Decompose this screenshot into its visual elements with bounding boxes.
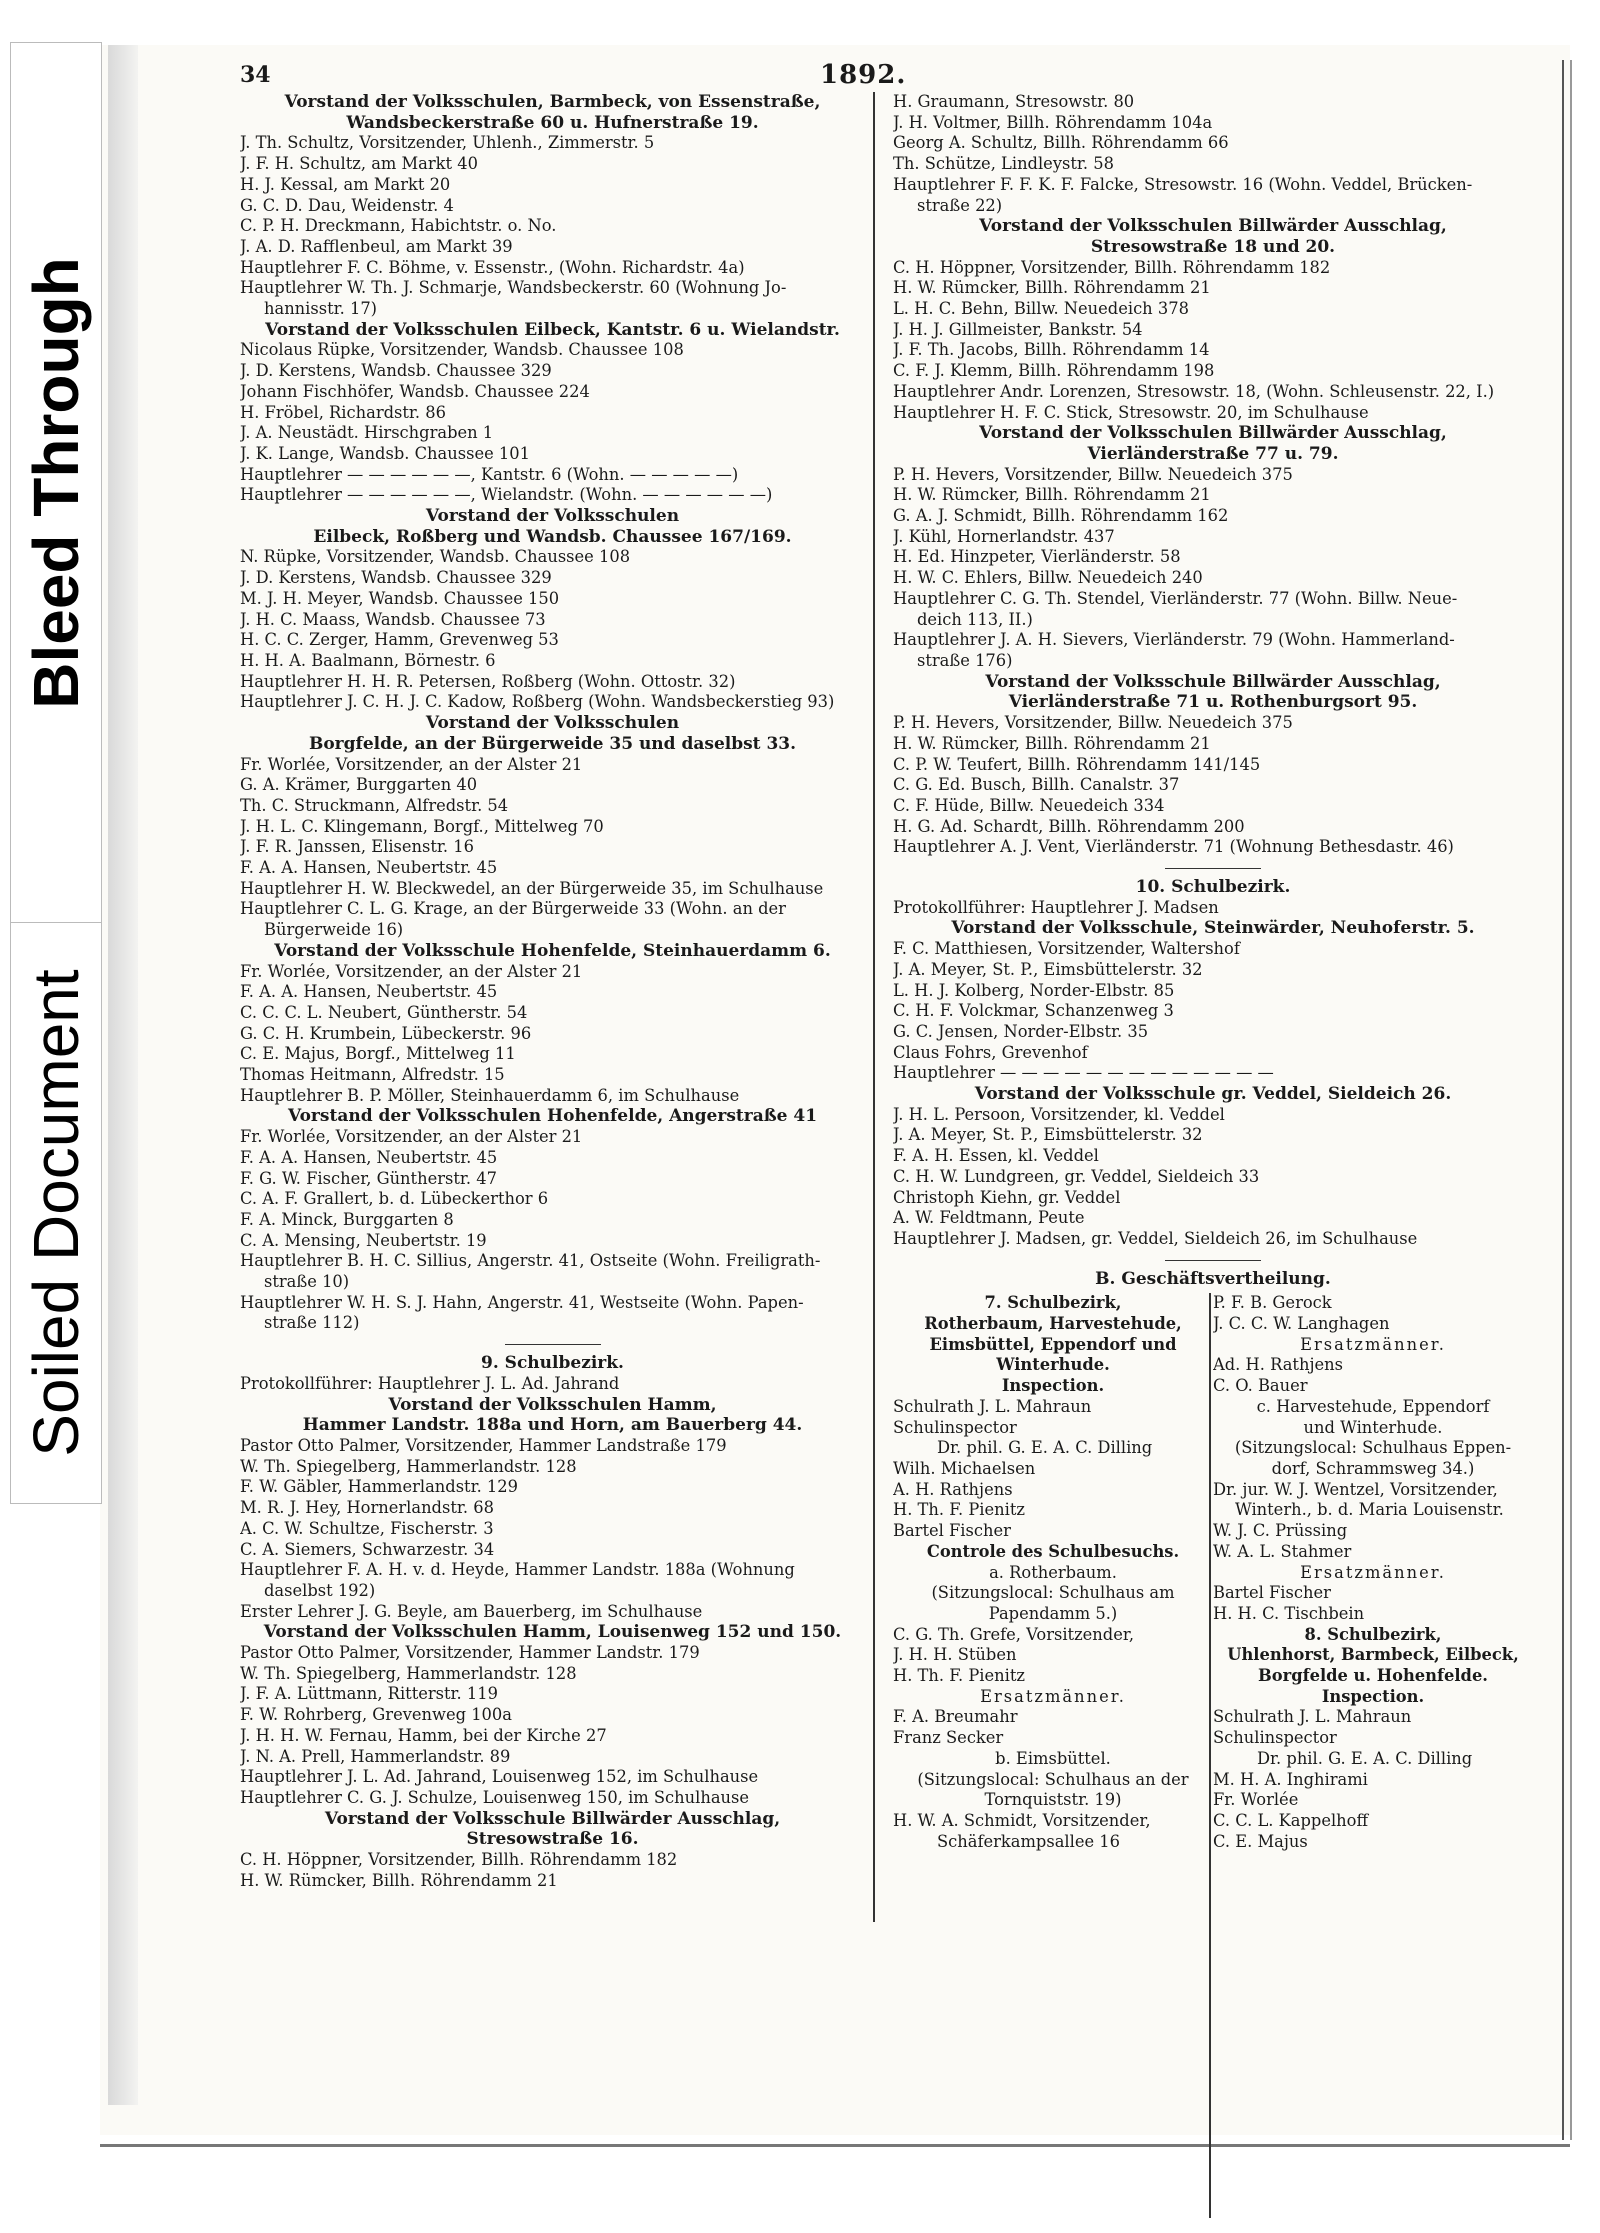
entry-line: W. Th. Spiegelberg, Hammerlandstr. 128: [240, 1663, 577, 1683]
entry-line: Schulrath J. L. Mahraun: [893, 1396, 1092, 1416]
entry-line: Johann Fischhöfer, Wandsb. Chaussee 224: [240, 381, 590, 401]
entry-line: C. O. Bauer: [1213, 1376, 1308, 1396]
section-heading: Borgfelde u. Hohenfelde.: [1258, 1666, 1488, 1686]
entry-line: Schulinspector: [893, 1417, 1017, 1437]
entry-line: J. H. C. Maass, Wandsb. Chaussee 73: [240, 609, 546, 629]
bleed-through-label: [10, 42, 102, 924]
page-year: 1892.: [820, 60, 907, 90]
entry-line: J. F. R. Janssen, Elisenstr. 16: [240, 837, 474, 857]
entry-line: G. A. Krämer, Burggarten 40: [240, 775, 478, 795]
sub-column-divider: [1209, 1293, 1211, 2218]
entry-line: W. A. L. Stahmer: [1213, 1541, 1352, 1561]
entry-line: Hauptlehrer F. C. Böhme, v. Essenstr., (Wohn. Richardstr. 4a): [240, 257, 745, 277]
entry-line: J. A. Meyer, St. P., Eimsbüttelerstr. 32: [893, 959, 1203, 979]
entry-line: W. J. C. Prüssing: [1213, 1521, 1348, 1541]
entry-line: Pastor Otto Palmer, Vorsitzender, Hammer Landstraße 179: [240, 1436, 727, 1455]
entry-line: A. H. Rathjens: [893, 1479, 1013, 1499]
district-8-column: [1213, 1293, 1533, 1852]
entry-line: Bartel Fischer: [893, 1521, 1011, 1541]
entry-line: Hauptlehrer J. A. H. Sievers, Vierländerstr. 79 (Wohn. Hammerland-: [893, 630, 1455, 650]
subheading: Ersatzmänner.: [1300, 1334, 1446, 1354]
entry-line: C. E. Majus: [1213, 1831, 1308, 1851]
right-column: [893, 92, 1533, 2233]
entry-line: P. H. Hevers, Vorsitzender, Billw. Neuedeich 375: [893, 713, 1293, 733]
entry-line: F. W. Gäbler, Hammerlandstr. 129: [240, 1477, 519, 1497]
section-heading: Vorstand der Volksschule, Steinwärder, Neuhoferstr. 5.: [951, 918, 1475, 939]
left-column: [240, 92, 865, 1891]
section-heading: Vorstand der Volksschulen Hohenfelde, Angerstraße 41: [287, 1106, 818, 1127]
district-7-column: [893, 1293, 1213, 1852]
entry-line: C. H. Höppner, Vorsitzender, Billh. Röhrendamm 182: [240, 1850, 678, 1870]
entry-line: Hauptlehrer — — — — — — — — — — — — —: [893, 1063, 1274, 1083]
entry-line: Hauptlehrer W. Th. J. Schmarje, Wandsbeckerstr. 60 (Wohnung Jo-: [240, 278, 787, 298]
entry-line: Hauptlehrer H. H. R. Petersen, Roßberg (Wohn. Ottostr. 32): [240, 671, 736, 691]
entry-line: H. H. A. Baalmann, Börnestr. 6: [240, 650, 496, 670]
entry-continuation: Dr. phil. G. E. A. C. Dilling: [1257, 1748, 1473, 1768]
entry-line: Fr. Worlée, Vorsitzender, an der Alster 21: [240, 1127, 583, 1147]
entry-line: C. H. Höppner, Vorsitzender, Billh. Röhrendamm 182: [893, 257, 1331, 277]
entry-line: Hauptlehrer F. A. H. v. d. Heyde, Hammer Landstr. 188a (Wohnung: [240, 1560, 795, 1580]
section-heading: 8. Schulbezirk,: [1304, 1624, 1442, 1644]
entry-line: Wilh. Michaelsen: [893, 1459, 1036, 1478]
entry-line: Hauptlehrer — — — — — —, Kantstr. 6 (Wohn. — — — — —): [240, 464, 739, 484]
entry-line: Fr. Worlée, Vorsitzender, an der Alster 21: [240, 961, 583, 981]
entry-line: L. H. J. Kolberg, Norder-Elbstr. 85: [893, 980, 1175, 1000]
subheading: Ersatzmänner.: [1300, 1562, 1446, 1582]
entry-line: J. F. H. Schultz, am Markt 40: [240, 154, 478, 174]
entry-line: H. Fröbel, Richardstr. 86: [240, 402, 446, 422]
entry-line: C. A. Siemers, Schwarzestr. 34: [240, 1539, 495, 1559]
entry-continuation: straße 176): [917, 650, 1013, 670]
entry-line: Erster Lehrer J. G. Beyle, am Bauerberg, im Schulhause: [240, 1601, 703, 1621]
entry-line: C. A. Mensing, Neubertstr. 19: [240, 1230, 487, 1250]
entry-continuation: Schäferkampsallee 16: [937, 1831, 1120, 1851]
section-heading: Borgfelde, an der Bürgerweide 35 und daselbst 33.: [308, 733, 797, 754]
soiled-document-text: Soiled Document: [20, 969, 92, 1457]
entry-line: W. Th. Spiegelberg, Hammerlandstr. 128: [240, 1456, 577, 1476]
entry-line: J. F. A. Lüttmann, Ritterstr. 119: [240, 1684, 498, 1704]
entry-line: G. C. H. Krumbein, Lübeckerstr. 96: [240, 1023, 532, 1043]
entry-line: L. H. C. Behn, Billw. Neuedeich 378: [893, 299, 1189, 319]
entry-line: Hauptlehrer — — — — — —, Wielandstr. (Wohn. — — — — — —): [240, 485, 773, 505]
entry-line: C. F. Hüde, Billw. Neuedeich 334: [893, 795, 1165, 815]
entry-line: P. F. B. Gerock: [1213, 1293, 1332, 1313]
entry-line: H. H. C. Tischbein: [1213, 1603, 1365, 1623]
entry-line: Hauptlehrer J. C. H. J. C. Kadow, Roßberg (Wohn. Wandsbeckerstieg 93): [240, 692, 835, 712]
entry-line: J. A. Neustädt. Hirschgraben 1: [240, 423, 494, 443]
entry-line: J. H. H. Stüben: [893, 1645, 1017, 1665]
entry-line: C. G. Ed. Busch, Billh. Canalstr. 37: [893, 775, 1180, 795]
section-heading: Controle des Schulbesuchs.: [926, 1541, 1180, 1561]
section-rule: [1165, 868, 1261, 869]
section-heading: Stresowstraße 16.: [466, 1829, 639, 1850]
section-heading: Eilbeck, Roßberg und Wandsb. Chaussee 167/169.: [313, 526, 792, 547]
section-heading: Vierländerstraße 71 u. Rothenburgsort 95.: [1008, 692, 1418, 713]
entry-line: Hauptlehrer Andr. Lorenzen, Stresowstr. 18, (Wohn. Schleusenstr. 22, I.): [893, 381, 1495, 401]
entry-line: Hauptlehrer J. Madsen, gr. Veddel, Sieldeich 26, im Schulhause: [893, 1228, 1418, 1248]
entry-line: J. H. J. Gillmeister, Bankstr. 54: [893, 319, 1143, 339]
entry-line: Th. Schütze, Lindleystr. 58: [893, 154, 1114, 174]
section-heading: Vorstand der Volksschulen Eilbeck, Kantstr. 6 u. Wielandstr.: [265, 319, 840, 340]
subheading: Ersatzmänner.: [980, 1686, 1126, 1706]
entry-line: F. A. A. Hansen, Neubertstr. 45: [240, 858, 498, 878]
entry-line: Pastor Otto Palmer, Vorsitzender, Hammer Landstr. 179: [240, 1643, 700, 1663]
entry-line: G. C. D. Dau, Weidenstr. 4: [240, 195, 454, 215]
entry-line: Hauptlehrer B. H. C. Sillius, Angerstr. 41, Ostseite (Wohn. Freiligrath-: [240, 1251, 821, 1271]
entry-line: Fr. Worlée, Vorsitzender, an der Alster 21: [240, 754, 583, 774]
entry-line: H. J. Kessal, am Markt 20: [240, 174, 451, 194]
entry-line: F. A. Breumahr: [893, 1707, 1018, 1727]
entry-line: Hauptlehrer B. P. Möller, Steinhauerdamm 6, im Schulhause: [240, 1085, 740, 1105]
entry-line: H. Th. F. Pienitz: [893, 1666, 1025, 1686]
entry-line: Protokollführer: Hauptlehrer J. Madsen: [893, 897, 1219, 917]
entry-line: C. P. W. Teufert, Billh. Röhrendamm 141/145: [893, 754, 1261, 774]
entry-line: H. W. Rümcker, Billh. Röhrendamm 21: [893, 278, 1211, 298]
entry-line: J. A. D. Rafflenbeul, am Markt 39: [240, 236, 513, 256]
entry-line: Georg A. Schultz, Billh. Röhrendamm 66: [893, 133, 1229, 153]
entry-line: Hauptlehrer C. G. J. Schulze, Louisenweg 150, im Schulhause: [240, 1787, 750, 1807]
entry-line: C. E. Majus, Borgf., Mittelweg 11: [240, 1044, 516, 1064]
entry-line: J. F. Th. Jacobs, Billh. Röhrendamm 14: [893, 340, 1210, 360]
entry-line: J. H. L. Persoon, Vorsitzender, kl. Veddel: [893, 1104, 1225, 1124]
entry-continuation: hannisstr. 17): [264, 299, 378, 319]
section-rule: [1165, 1260, 1261, 1261]
section-heading: Rotherbaum, Harvestehude,: [924, 1314, 1182, 1334]
entry-line: Bartel Fischer: [1213, 1583, 1331, 1603]
entry-line: F. A. Minck, Burggarten 8: [240, 1209, 454, 1229]
entry-line: Hauptlehrer A. J. Vent, Vierländerstr. 71 (Wohnung Bethesdastr. 46): [893, 837, 1454, 857]
centered-line: Papendamm 5.): [988, 1603, 1118, 1623]
entry-line: Hauptlehrer W. H. S. J. Hahn, Angerstr. 41, Westseite (Wohn. Papen-: [240, 1292, 804, 1312]
centered-line: (Sitzungslocal: Schulhaus an der: [917, 1769, 1189, 1789]
right-column-entries: [893, 92, 1533, 1289]
centered-line: dorf, Schrammsweg 34.): [1271, 1459, 1475, 1478]
section-heading: 10. Schulbezirk.: [1135, 877, 1291, 898]
entry-line: H. W. Rümcker, Billh. Röhrendamm 21: [893, 733, 1211, 753]
entry-line: F. A. A. Hansen, Neubertstr. 45: [240, 982, 498, 1002]
entry-line: J. Th. Schultz, Vorsitzender, Uhlenh., Zimmerstr. 5: [240, 133, 655, 153]
section-heading: Hammer Landstr. 188a und Horn, am Bauerberg 44.: [302, 1415, 803, 1436]
entry-line: M. R. J. Hey, Hornerlandstr. 68: [240, 1498, 494, 1518]
entry-line: A. C. W. Schultze, Fischerstr. 3: [240, 1518, 494, 1538]
section-heading: Vorstand der Volksschulen Billwärder Ausschlag,: [979, 216, 1447, 237]
entry-line: H. W. Rümcker, Billh. Röhrendamm 21: [893, 485, 1211, 505]
entry-line: J. N. A. Prell, Hammerlandstr. 89: [240, 1746, 511, 1766]
entry-line: C. F. J. Klemm, Billh. Röhrendamm 198: [893, 361, 1215, 381]
section-heading: Inspection.: [1321, 1686, 1425, 1706]
entry-line: C. C. C. L. Neubert, Güntherstr. 54: [240, 1002, 528, 1022]
entry-line: Dr. jur. W. J. Wentzel, Vorsitzender,: [1213, 1479, 1498, 1499]
centered-line: c. Harvestehude, Eppendorf: [1256, 1396, 1490, 1416]
section-heading: Vorstand der Volksschule gr. Veddel, Sieldeich 26.: [974, 1084, 1452, 1105]
section-heading: Winterhude.: [996, 1355, 1110, 1375]
entry-line: J. H. H. W. Fernau, Hamm, bei der Kirche 27: [240, 1725, 607, 1745]
entry-line: C. H. F. Volckmar, Schanzenweg 3: [893, 1001, 1174, 1021]
entry-line: H. W. C. Ehlers, Billw. Neuedeich 240: [893, 568, 1203, 588]
section-heading: Vorstand der Volksschule Billwärder Ausschlag,: [985, 671, 1441, 692]
column-divider: [873, 92, 875, 1922]
centered-line: (Sitzungslocal: Schulhaus am: [931, 1583, 1175, 1603]
entry-continuation: daselbst 192): [264, 1580, 376, 1600]
entry-line: F. W. Rohrberg, Grevenweg 100a: [240, 1705, 512, 1725]
section-heading: Vorstand der Volksschulen Billwärder Ausschlag,: [979, 423, 1447, 444]
entry-continuation: deich 113, II.): [917, 609, 1033, 629]
entry-line: F. A. A. Hansen, Neubertstr. 45: [240, 1147, 498, 1167]
entry-continuation: Dr. phil. G. E. A. C. Dilling: [937, 1438, 1153, 1458]
centered-line: Tornquiststr. 19): [984, 1790, 1122, 1810]
entry-line: G. A. J. Schmidt, Billh. Röhrendamm 162: [893, 506, 1229, 526]
entry-line: J. A. Meyer, St. P., Eimsbüttelerstr. 32: [893, 1125, 1203, 1145]
entry-line: F. A. H. Essen, kl. Veddel: [893, 1146, 1099, 1166]
section-heading: Vorstand der Volksschulen: [425, 506, 680, 527]
section-heading: Vorstand der Volksschulen Hamm,: [388, 1394, 717, 1415]
section-heading: Eimsbüttel, Eppendorf und: [929, 1334, 1177, 1354]
entry-continuation: straße 112): [264, 1313, 360, 1333]
entry-line: Christoph Kiehn, gr. Veddel: [893, 1187, 1121, 1207]
entry-line: Hauptlehrer H. W. Bleckwedel, an der Bürgerweide 35, im Schulhause: [240, 878, 824, 898]
entry-line: C. C. L. Kappelhoff: [1213, 1810, 1369, 1830]
entry-line: J. D. Kerstens, Wandsb. Chaussee 329: [240, 361, 552, 381]
section-heading: Stresowstraße 18 und 20.: [1090, 236, 1336, 257]
entry-line: Th. C. Struckmann, Alfredstr. 54: [240, 795, 509, 815]
centered-line: und Winterhude.: [1303, 1417, 1443, 1437]
section-heading: Vorstand der Volksschule Hohenfelde, Steinhauerdamm 6.: [274, 940, 831, 961]
entry-line: Hauptlehrer H. F. C. Stick, Stresowstr. 20, im Schulhause: [893, 402, 1369, 422]
entry-line: Claus Fohrs, Grevenhof: [893, 1042, 1088, 1062]
entry-line: Thomas Heitmann, Alfredstr. 15: [240, 1065, 505, 1085]
entry-line: G. C. Jensen, Norder-Elbstr. 35: [893, 1021, 1149, 1041]
centered-line: (Sitzungslocal: Schulhaus Eppen-: [1234, 1438, 1512, 1458]
entry-line: H. W. A. Schmidt, Vorsitzender,: [893, 1810, 1151, 1830]
section-heading: Uhlenhorst, Barmbeck, Eilbeck,: [1227, 1645, 1519, 1665]
entry-continuation: straße 10): [264, 1272, 350, 1292]
entry-line: F. C. Matthiesen, Vorsitzender, Waltershof: [893, 939, 1240, 959]
entry-line: H. C. C. Zerger, Hamm, Grevenweg 53: [240, 630, 559, 650]
entry-line: C. H. W. Lundgreen, gr. Veddel, Sieldeich 33: [893, 1166, 1260, 1186]
business-distribution: [893, 1293, 1533, 2233]
section-heading: Vorstand der Volksschulen: [425, 713, 680, 734]
entry-line: J. H. L. C. Klingemann, Borgf., Mittelweg 70: [240, 816, 604, 836]
gutter-shadow: [108, 45, 138, 2105]
section-heading: Inspection.: [1001, 1376, 1105, 1396]
section-heading: 7. Schulbezirk,: [984, 1293, 1122, 1313]
entry-line: C. A. F. Grallert, b. d. Lübeckerthor 6: [240, 1189, 549, 1209]
centered-line: a. Rotherbaum.: [989, 1562, 1117, 1582]
section-heading: Vorstand der Volksschule Billwärder Ausschlag,: [324, 1808, 781, 1829]
entry-line: H. G. Ad. Schardt, Billh. Röhrendamm 200: [893, 816, 1245, 836]
entry-line: M. J. H. Meyer, Wandsb. Chaussee 150: [240, 588, 560, 608]
page-edge-right: [1562, 60, 1572, 2140]
section-heading: 9. Schulbezirk.: [481, 1353, 624, 1374]
entry-line: J. D. Kerstens, Wandsb. Chaussee 329: [240, 568, 552, 588]
section-heading: Wandsbeckerstraße 60 u. Hufnerstraße 19.: [346, 112, 759, 133]
entry-continuation: straße 22): [917, 195, 1003, 215]
entry-line: Franz Secker: [893, 1728, 1004, 1748]
section-rule: [505, 1344, 601, 1345]
entry-line: C. P. H. Dreckmann, Habichtstr. o. No.: [240, 216, 557, 236]
entry-line: C. G. Th. Grefe, Vorsitzender,: [893, 1624, 1135, 1644]
entry-line: P. H. Hevers, Vorsitzender, Billw. Neuedeich 375: [893, 464, 1293, 484]
entry-line: Protokollführer: Hauptlehrer J. L. Ad. Jahrand: [240, 1373, 620, 1393]
entry-line: Schulrath J. L. Mahraun: [1213, 1707, 1412, 1727]
entry-line: Hauptlehrer C. L. G. Krage, an der Bürgerweide 33 (Wohn. an der: [240, 899, 786, 919]
section-heading: Vierländerstraße 77 u. 79.: [1087, 443, 1339, 464]
section-heading: Vorstand der Volksschulen, Barmbeck, von Essenstraße,: [284, 92, 821, 112]
entry-line: Nicolaus Rüpke, Vorsitzender, Wandsb. Chaussee 108: [240, 340, 684, 360]
page-number: 34: [240, 62, 271, 88]
entry-line: A. W. Feldtmann, Peute: [893, 1208, 1085, 1228]
entry-line: Fr. Worlée: [1213, 1790, 1299, 1810]
entry-continuation: Winterh., b. d. Maria Louisenstr.: [1235, 1500, 1504, 1520]
entry-line: Hauptlehrer J. L. Ad. Jahrand, Louisenweg 152, im Schulhause: [240, 1767, 759, 1787]
entry-line: N. Rüpke, Vorsitzender, Wandsb. Chaussee 108: [240, 547, 631, 567]
entry-line: H. Graumann, Stresowstr. 80: [893, 92, 1135, 111]
entry-line: Schulinspector: [1213, 1728, 1337, 1748]
entry-line: Ad. H. Rathjens: [1213, 1355, 1343, 1375]
entry-line: F. G. W. Fischer, Güntherstr. 47: [240, 1168, 497, 1188]
entry-line: J. H. Voltmer, Billh. Röhrendamm 104a: [893, 112, 1213, 132]
entry-line: M. H. A. Inghirami: [1213, 1769, 1368, 1789]
entry-line: H. Th. F. Pienitz: [893, 1500, 1025, 1520]
entry-line: H. Ed. Hinzpeter, Vierländerstr. 58: [893, 547, 1181, 567]
entry-line: J. C. C. W. Langhagen: [1213, 1314, 1390, 1334]
entry-continuation: Bürgerweide 16): [264, 920, 404, 940]
centered-line: b. Eimsbüttel.: [995, 1748, 1111, 1768]
soiled-document-label: [10, 922, 102, 1504]
entry-line: Hauptlehrer F. F. K. F. Falcke, Stresowstr. 16 (Wohn. Veddel, Brücken-: [893, 174, 1473, 194]
entry-line: J. Kühl, Hornerlandstr. 437: [893, 526, 1115, 546]
entry-line: H. W. Rümcker, Billh. Röhrendamm 21: [240, 1870, 558, 1890]
section-heading: B. Geschäftsvertheilung.: [1095, 1268, 1331, 1289]
entry-line: Hauptlehrer C. G. Th. Stendel, Vierländerstr. 77 (Wohn. Billw. Neue-: [893, 588, 1458, 608]
entry-line: J. K. Lange, Wandsb. Chaussee 101: [240, 443, 530, 463]
bleed-through-text: Bleed Through: [20, 257, 92, 709]
section-heading: Vorstand der Volksschulen Hamm, Louisenweg 152 und 150.: [263, 1622, 842, 1643]
